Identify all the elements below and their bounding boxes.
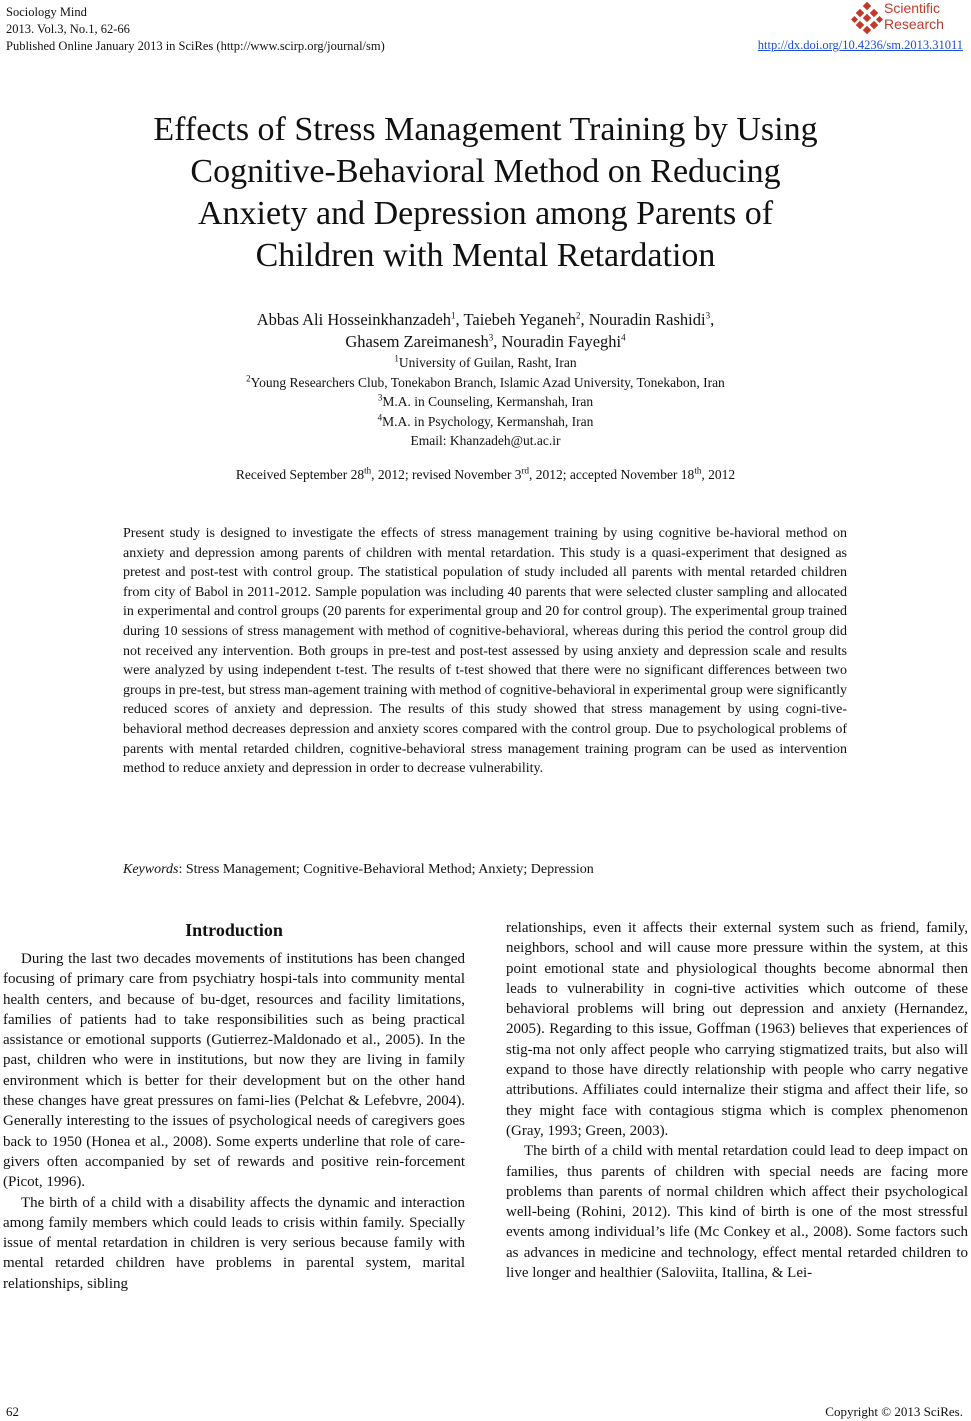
author: , Nouradin Fayeghi: [493, 332, 622, 351]
affiliation: $^2$Young Researchers Club, Tonekabon Branch, Islamic Azad University, Tonekabon, Iran: [246, 373, 725, 390]
doi-link[interactable]: http://dx.doi.org/10.4236/sm.2013.31011: [757, 38, 963, 52]
affiliation: $^4$M.A. in Psychology, Kermanshah, Iran: [377, 412, 594, 429]
keywords-label: Keywords: [123, 862, 179, 877]
journal-volume: 2013. Vol.3, No.1, 62-66: [6, 22, 130, 36]
publisher-logo: [851, 0, 963, 36]
journal-header: [6, 4, 385, 55]
section-heading: Introduction: [185, 920, 283, 940]
journal-published: Published Online January 2013 in SciRes (http://www.scirp.org/journal/sm): [6, 39, 385, 53]
body-right-column: [506, 918, 968, 1283]
copyright: Copyright © 2013 SciRes.: [825, 1404, 963, 1419]
email: Email: Khanzadeh@ut.ac.ir: [410, 433, 561, 448]
author: , Taiebeh Yeganeh: [455, 310, 576, 329]
keywords: Keywords: Stress Management; Cognitive-Behavioral Method; Anxiety; Depression: [123, 862, 594, 877]
paragraph: relationships, even it affects their external system such as friend, family, neighbors, school and will cause more pressure within the system, at this point emotional state and physiological thoughts become abnormal then leads to vulnerability in cogni-tive activities which outcome of these behavioral problems will bring out depression and anxiety (Hernandez, 2005). Regarding to this issue, Goffman (1963) believes that experiences of stig-ma not only affect people who carrying stigmatized traits, but also will expand to those have directly relationship with people who carry negative attributions. Affiliates could internalize their stigma and affect their life, so they might face with contagious stigma which is complex phenomenon (Gray, 1993; Green, 2003).: [506, 920, 968, 1139]
paper-title: Effects of Stress Management Training by Using Cognitive-Behavioral Method on Reducing Anxiety and Depression among Parents of Children with Mental Retardation: [153, 111, 818, 274]
journal-name: Sociology Mind: [6, 5, 87, 19]
paragraph: During the last two decades movements of institutions has been changed focusing of primary care from psychiatry hospi-tals into community mental health centers, and because of bu-dget, resources and facility limitations, families of patients had to take responsibilities such as being practical assistance or emotional supports (Gutierrez-Maldonado et al., 2005). In the past, children who were in institutions, but now they are living in family environment which is better for their development but on the other hand these changes have great pressures on fami-lies (Pelchat & Lefebvre, 2004). Generally interesting to the issues of psychological needs of caregivers goes back to 1950 (Honea et al., 2008). Some experts underline that role of care-givers often accompanied by set of rewards and positive rein-forcement (Picot, 1996).: [3, 951, 465, 1191]
author-list: Abbas Ali Hosseinkhanzadeh$^1$, Taiebeh Yeganeh$^2$, Nouradin Rashidi$^3$, Ghasem Zareimanesh$^3$, Nouradin Fayeghi$^4$: [256, 310, 715, 351]
submission-dates: Received September 28th, 2012; revised November 3rd, 2012; accepted November 18th, 2012: [235, 465, 736, 482]
abstract: Present study is designed to investigate the effects of stress management training by using cognitive be-havioral method on anxiety and depression among parents of children with mental retardation. This study is a quasi-experiment that designed as pretest and post-test with control group. The statistical population of study included all parents with mental retarded children from city of Babol in 2011-2012. Sample population was including 40 parents that were selected cluster sampling and allocated in experimental and control groups (20 parents for experimental group and 20 for control group). The experimental group trained during 10 sessions of stress management with method of cognitive-behavioral, whereas during this period the control group did not received any intervention. Both groups in pre-test and post-test assessed by using anxiety and depression scale and results were analyzed by using independent t-test. The results of t-test showed that there were no significant differences between two groups in pre-test, but stress man-agement training with method of cognitive-behavioral in experimental group were significantly reduced scores of anxiety and depression. The results of this study showed that stress management by using cogni-tive-behavioral method decreases depression and anxiety scores compared with the control group. Due to psychological problems of parents with mental retarded children, cognitive-behavioral stress management training program can be used as intervention method to reduce anxiety and depression in order to decrease vulnerability.: [123, 526, 847, 777]
author: Ghasem Zareimanesh: [345, 332, 489, 351]
affiliation: $^1$University of Guilan, Rasht, Iran: [394, 353, 577, 370]
page-number: 62: [6, 1404, 19, 1419]
author: , Nouradin Rashidi: [580, 310, 706, 329]
author: Abbas Ali Hosseinkhanzadeh: [256, 310, 452, 329]
affiliation: $^3$M.A. in Counseling, Kermanshah, Iran: [377, 392, 594, 409]
body-left-column: [3, 918, 465, 1294]
affiliations: [40, 353, 931, 451]
logo-text: Scientific Research: [884, 0, 944, 32]
logo-dots-icon: [851, 2, 883, 34]
paragraph: The birth of a child with mental retardation could lead to deep impact on families, thus parents of children with special needs are facing more problems than parents of normal children which affect their psychological well-being (Rohini, 2012). This kind of birth is one of the most stressful events among individual’s life (Mc Conkey et al., 2008). Some factors such as advances in medicine and technology, effect mental retarded children to live longer and healthier (Saloviita, Itallina, & Lei-: [506, 1143, 968, 1282]
paragraph: The birth of a child with a disability affects the dynamic and interaction among family members which could leads to crisis within family. Specially issue of mental retardation in children is very serious because family with mental retarded children have problems in parental system, marital relationships, sibling: [3, 1194, 465, 1292]
